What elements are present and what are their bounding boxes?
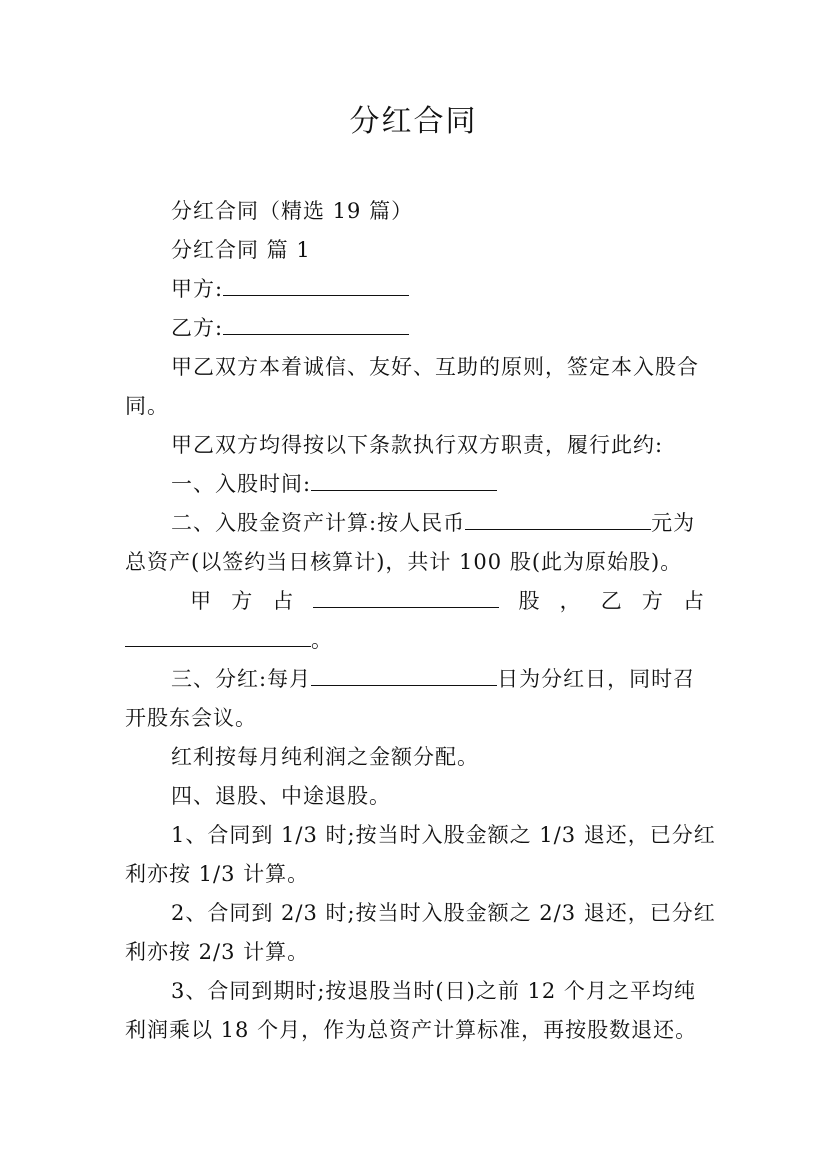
- share-char-a1: 甲: [190, 589, 213, 613]
- dividend-rule: 红利按每月纯利润之金额分配。: [171, 745, 479, 769]
- share-char-b1: 乙: [600, 589, 623, 613]
- party-b-blank: [223, 316, 409, 335]
- share-unit: 股: [518, 589, 541, 613]
- intro-paragraph-2: 甲乙双方均得按以下条款执行双方职责，履行此约:: [171, 433, 664, 457]
- clause-3-cont: 开股东会议。: [125, 706, 257, 730]
- share-char-a2: 方: [231, 589, 254, 613]
- clause-2-cont: 总资产(以签约当日核算计)，共计 100 股(此为原始股)。: [125, 550, 683, 574]
- party-a-label: 甲方:: [171, 277, 224, 301]
- item-2: 2、合同到 2/3 时;按当时入股金额之 2/3 退还，已分红: [171, 901, 716, 925]
- intro-paragraph-1: 甲乙双方本着诚信、友好、互助的原则，签定本入股合: [171, 355, 699, 379]
- clause-4: 四、退股、中途退股。: [171, 784, 391, 808]
- item-3: 3、合同到期时;按退股当时(日)之前 12 个月之平均纯: [171, 979, 696, 1003]
- item-1: 1、合同到 1/3 时;按当时入股金额之 1/3 退还，已分红: [171, 823, 716, 847]
- share-char-a3: 占: [272, 589, 295, 613]
- share-b-blank: [125, 628, 311, 647]
- section-heading: 分红合同 篇 1: [171, 238, 311, 262]
- item-3-cont: 利润乘以 18 个月，作为总资产计算标准，再按股数退还。: [125, 1018, 698, 1042]
- share-comma: ，: [559, 589, 582, 613]
- clause-2-text-a: 二、入股金资产计算:按人民币: [171, 511, 466, 535]
- clause-1-text: 一、入股时间:: [171, 472, 312, 496]
- clause-2-blank: [465, 511, 651, 530]
- clause-3-text-a: 三、分红:每月: [171, 667, 312, 691]
- item-1-cont: 利亦按 1/3 计算。: [125, 862, 310, 886]
- clause-1-blank: [311, 472, 497, 491]
- party-b-label: 乙方:: [171, 316, 224, 340]
- intro-paragraph-1-cont: 同。: [125, 394, 169, 418]
- party-a-blank: [223, 277, 409, 296]
- share-end: 。: [311, 628, 333, 652]
- share-char-b3: 占: [682, 589, 705, 613]
- document-title: 分红合同: [349, 104, 478, 139]
- item-2-cont: 利亦按 2/3 计算。: [125, 940, 310, 964]
- share-a-blank: [313, 589, 499, 608]
- clause-3-blank: [311, 667, 497, 686]
- clause-2-text-b: 元为: [651, 511, 696, 535]
- subtitle: 分红合同（精选 19 篇）: [171, 199, 414, 223]
- clause-3-text-b: 日为分红日，同时召: [497, 667, 696, 691]
- share-char-b2: 方: [641, 589, 664, 613]
